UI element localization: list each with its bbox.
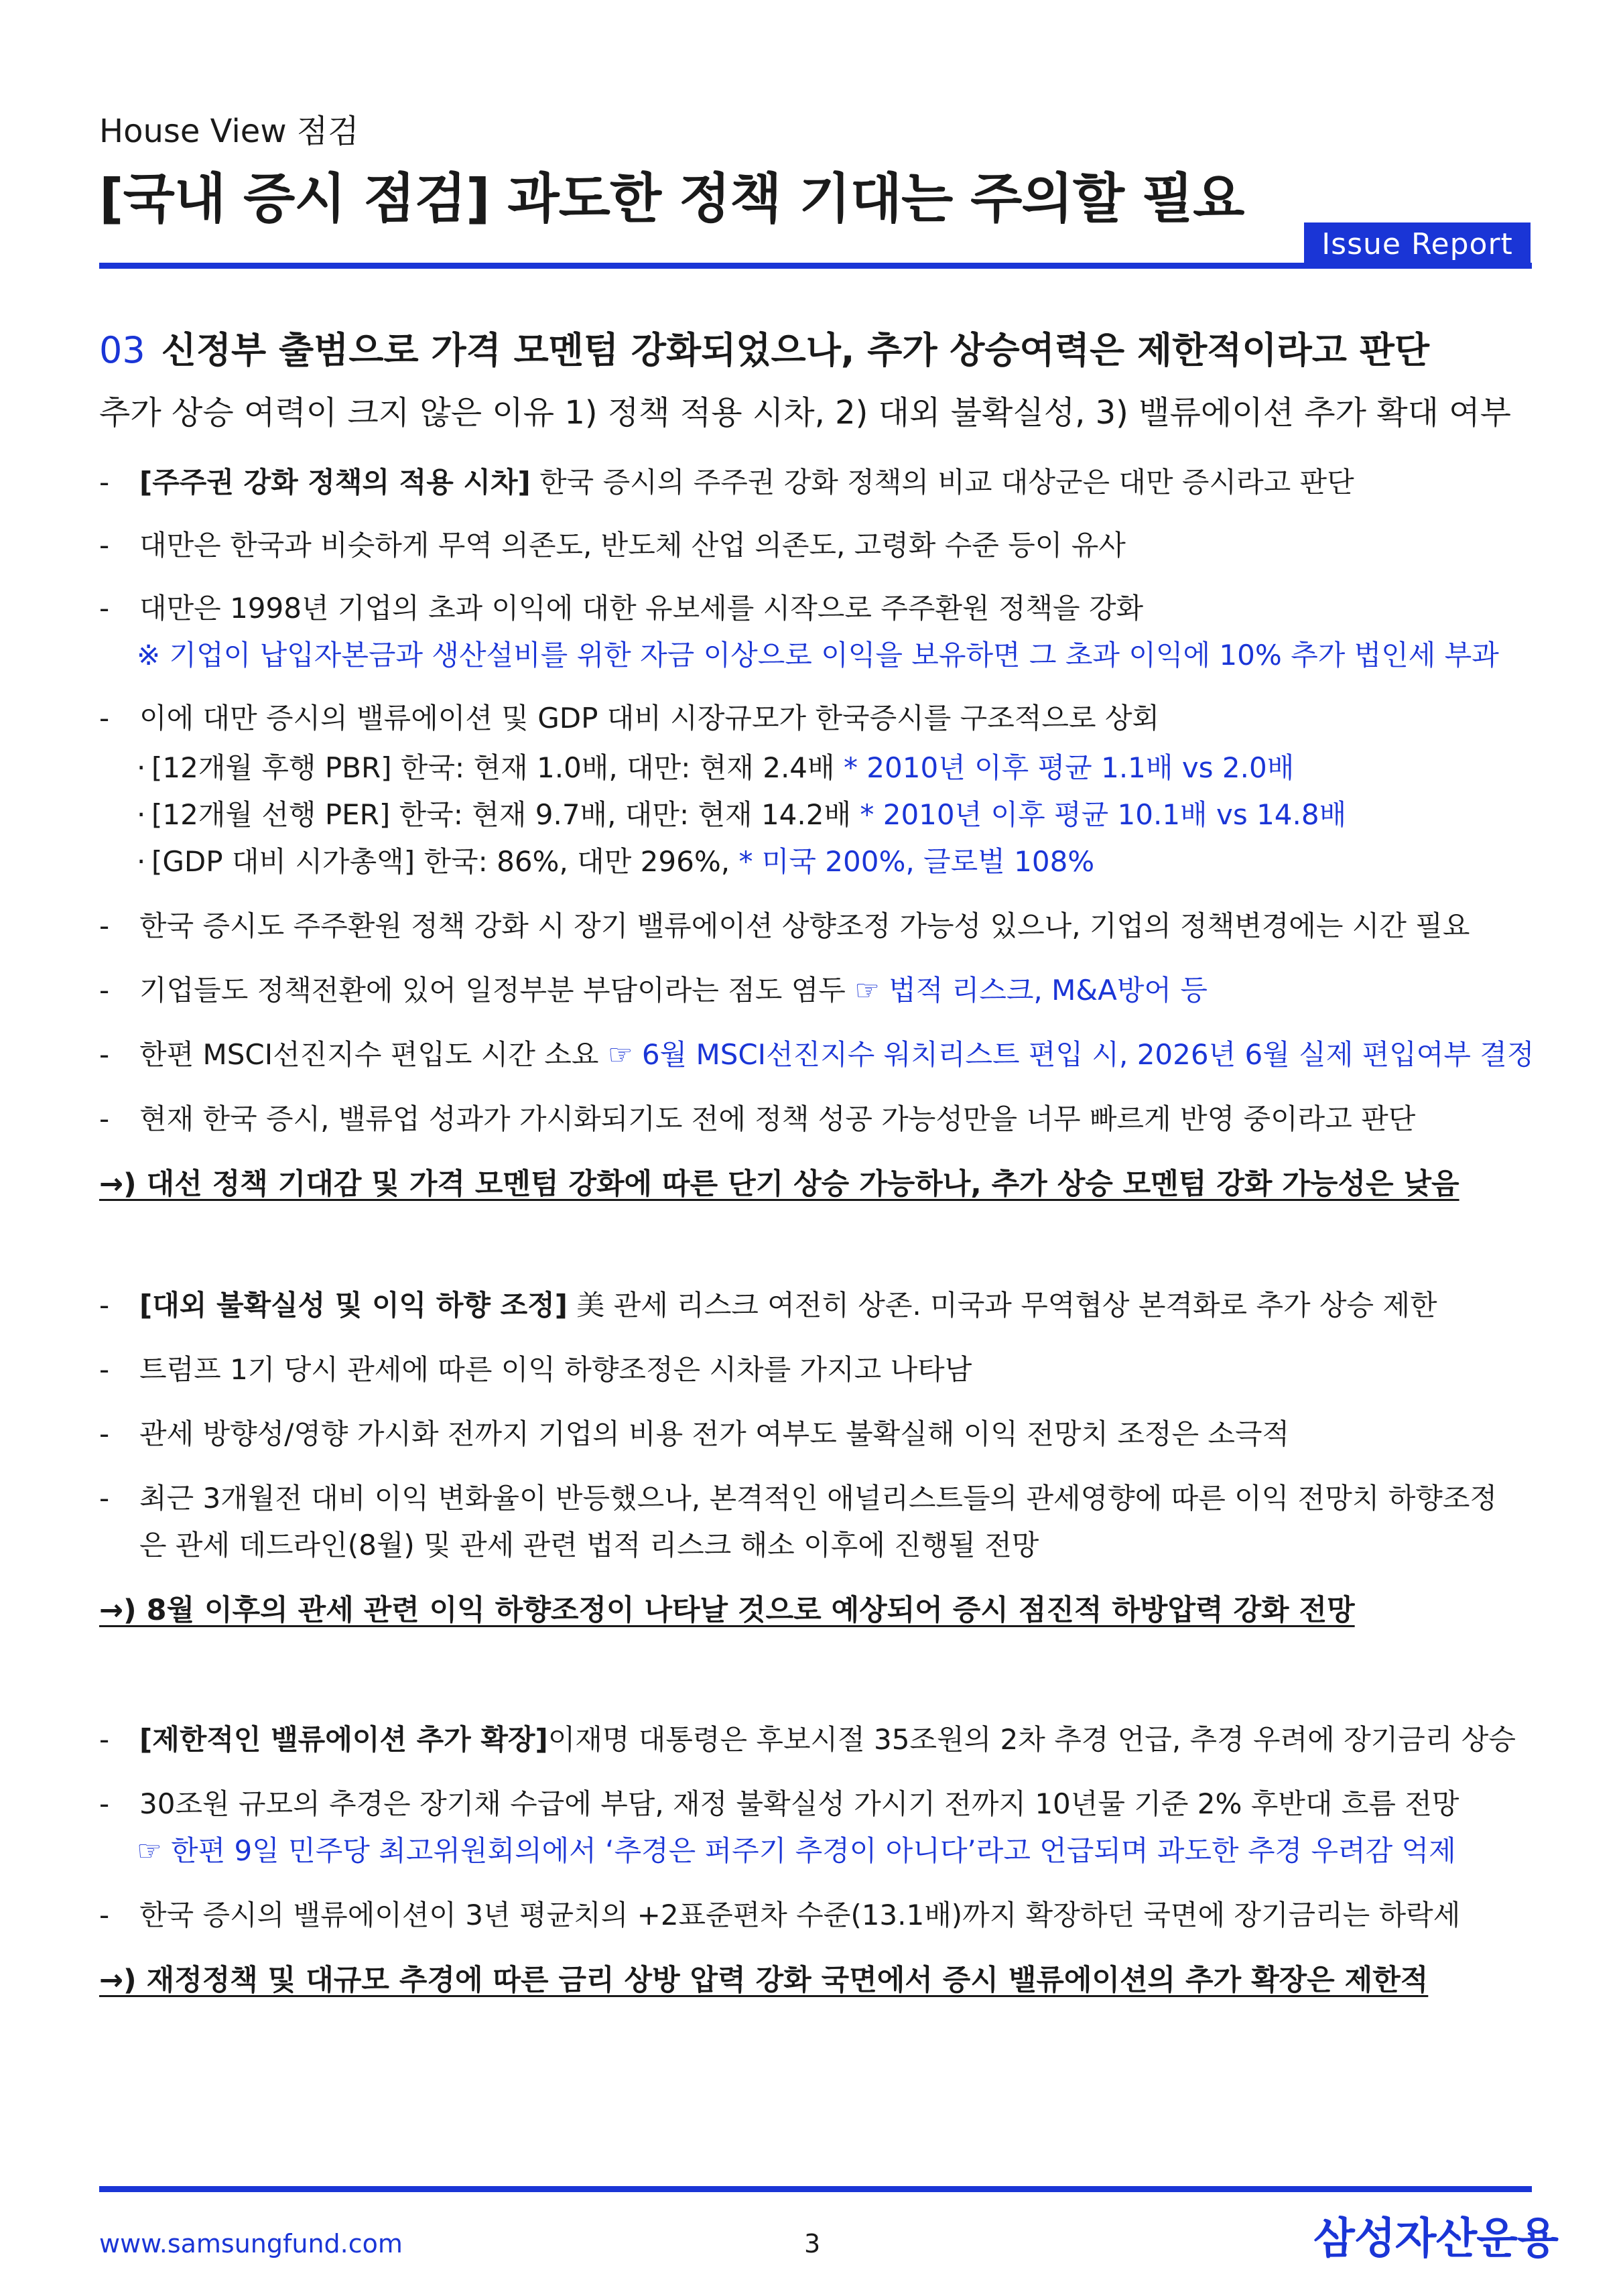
list-item-note: ☞ 6월 MSCI선진지수 워치리스트 편입 시, 2026년 6월 실제 편입여부 결정	[607, 1038, 1535, 1071]
conclusion: →) 재정정책 및 대규모 추경에 따른 금리 상방 압력 강화 국면에서 증시 밸류에이션의 추가 확장은 제한적	[99, 1964, 1429, 1997]
list-item: - [제한적인 밸류에이션 추가 확장]이재명 대통령은 후보시절 35조원의 2차 추경 언급, 추경 우려에 장기금리 상승	[99, 1723, 1516, 1756]
list-note: ※ 기업이 납입자본금과 생산설비를 위한 자금 이상으로 이익을 보유하면 그 초과 이익에 10% 추가 법인세 부과	[137, 639, 1499, 672]
list-item: - 최근 3개월전 대비 이익 변화율이 반등했으나, 본격적인 애널리스트들의 관세영향에 따른 이익 전망치 하향조정	[99, 1482, 1498, 1515]
list-item: - 대만은 한국과 비슷하게 무역 의존도, 반도체 산업 의존도, 고령화 수준 등이 유사	[99, 529, 1126, 562]
list-item: - 기업들도 정책전환에 있어 일정부분 부담이라는 점도 염두 ☞ 법적 리스크, M&A방어 등	[99, 974, 1208, 1007]
list-item: - 한편 MSCI선진지수 편입도 시간 소요 ☞ 6월 MSCI선진지수 워치리스트 편입 시, 2026년 6월 실제 편입여부 결정	[99, 1038, 1535, 1071]
list-note: ☞ 한편 9일 민주당 최고위원회의에서 ‘추경은 퍼주기 추경이 아니다’라고 언급되며 과도한 추경 우려감 억제	[137, 1834, 1456, 1867]
list-item: - 한국 증시의 밸류에이션이 3년 평균치의 +2표준편차 수준(13.1배)까지 확장하던 국면에 장기금리는 하락세	[99, 1899, 1461, 1931]
section-subheading: 추가 상승 여력이 크지 않은 이유 1) 정책 적용 시차, 2) 대외 불확실성, 3) 밸류에이션 추가 확대 여부	[99, 394, 1511, 432]
bullet-lead: [주주권 강화 정책의 적용 시차]	[139, 466, 531, 499]
footer-divider	[99, 2186, 1532, 2192]
sub-item-note: * 2010년 이후 평균 1.1배 vs 2.0배	[843, 751, 1295, 784]
list-item: - 현재 한국 증시, 밸류업 성과가 가시화되기도 전에 정책 성공 가능성만을 너무 빠르게 반영 중이라고 판단	[99, 1102, 1416, 1135]
header-divider	[99, 263, 1532, 269]
list-item: - [대외 불확실성 및 이익 하향 조정] 美 관세 리스크 여전히 상존. 미국과 무역협상 본격화로 추가 상승 제한	[99, 1289, 1437, 1322]
report-kicker: House View 점검	[99, 113, 359, 150]
footer-link[interactable]: www.samsungfund.com	[99, 2229, 403, 2258]
sub-item: · [12개월 후행 PBR] 한국: 현재 1.0배, 대만: 현재 2.4배 * 2010년 이후 평균 1.1배 vs 2.0배	[137, 751, 1295, 784]
issue-report-badge: Issue Report	[1304, 222, 1531, 267]
list-item: - 한국 증시도 주주환원 정책 강화 시 장기 밸류에이션 상향조정 가능성 있으나, 기업의 정책변경에는 시간 필요	[99, 909, 1470, 942]
page-title: [국내 증시 점검] 과도한 정책 기대는 주의할 필요	[99, 168, 1244, 230]
sub-item-note: * 미국 200%, 글로벌 108%	[738, 845, 1095, 878]
sub-item-note: * 2010년 이후 평균 10.1배 vs 14.8배	[860, 798, 1347, 831]
sub-item: · [GDP 대비 시가총액] 한국: 86%, 대만 296%, * 미국 200%, 글로벌 108%	[137, 845, 1095, 878]
list-item: - 30조원 규모의 추경은 장기채 수급에 부담, 재정 불확실성 가시기 전까지 10년물 기준 2% 후반대 흐름 전망	[99, 1787, 1459, 1820]
section-number: 03	[99, 329, 145, 371]
list-item: - 트럼프 1기 당시 관세에 따른 이익 하향조정은 시차를 가지고 나타남	[99, 1353, 972, 1386]
list-item-continuation: 은 관세 데드라인(8월) 및 관세 관련 법적 리스크 해소 이후에 진행될 전망	[139, 1529, 1039, 1561]
conclusion: →) 대선 정책 기대감 및 가격 모멘텀 강화에 따른 단기 상승 가능하나, 추가 상승 모멘텀 강화 가능성은 낮음	[99, 1167, 1459, 1201]
list-item-note: ☞ 법적 리스크, M&A방어 등	[854, 974, 1208, 1007]
section-heading-text: 신정부 출범으로 가격 모멘텀 강화되었으나, 추가 상승여력은 제한적이라고 판단	[161, 329, 1430, 371]
page-number: 3	[804, 2229, 821, 2258]
bullet-lead: [대외 불확실성 및 이익 하향 조정]	[139, 1289, 568, 1322]
brand-logo: 삼성자산운용	[1313, 2214, 1558, 2264]
sub-item: · [12개월 선행 PER] 한국: 현재 9.7배, 대만: 현재 14.2배 * 2010년 이후 평균 10.1배 vs 14.8배	[137, 798, 1347, 831]
list-item: - 대만은 1998년 기업의 초과 이익에 대한 유보세를 시작으로 주주환원 정책을 강화	[99, 592, 1144, 625]
list-item: - 관세 방향성/영향 가시화 전까지 기업의 비용 전가 여부도 불확실해 이익 전망치 조정은 소극적	[99, 1417, 1290, 1450]
conclusion: →) 8월 이후의 관세 관련 이익 하향조정이 나타날 것으로 예상되어 증시 점진적 하방압력 강화 전망	[99, 1594, 1355, 1627]
section-heading	[99, 324, 1429, 377]
list-item: - [주주권 강화 정책의 적용 시차] 한국 증시의 주주권 강화 정책의 비교 대상군은 대만 증시라고 판단	[99, 466, 1354, 499]
list-item: - 이에 대만 증시의 밸류에이션 및 GDP 대비 시장규모가 한국증시를 구조적으로 상회	[99, 702, 1160, 735]
bullet-lead: [제한적인 밸류에이션 추가 확장]	[139, 1723, 548, 1756]
